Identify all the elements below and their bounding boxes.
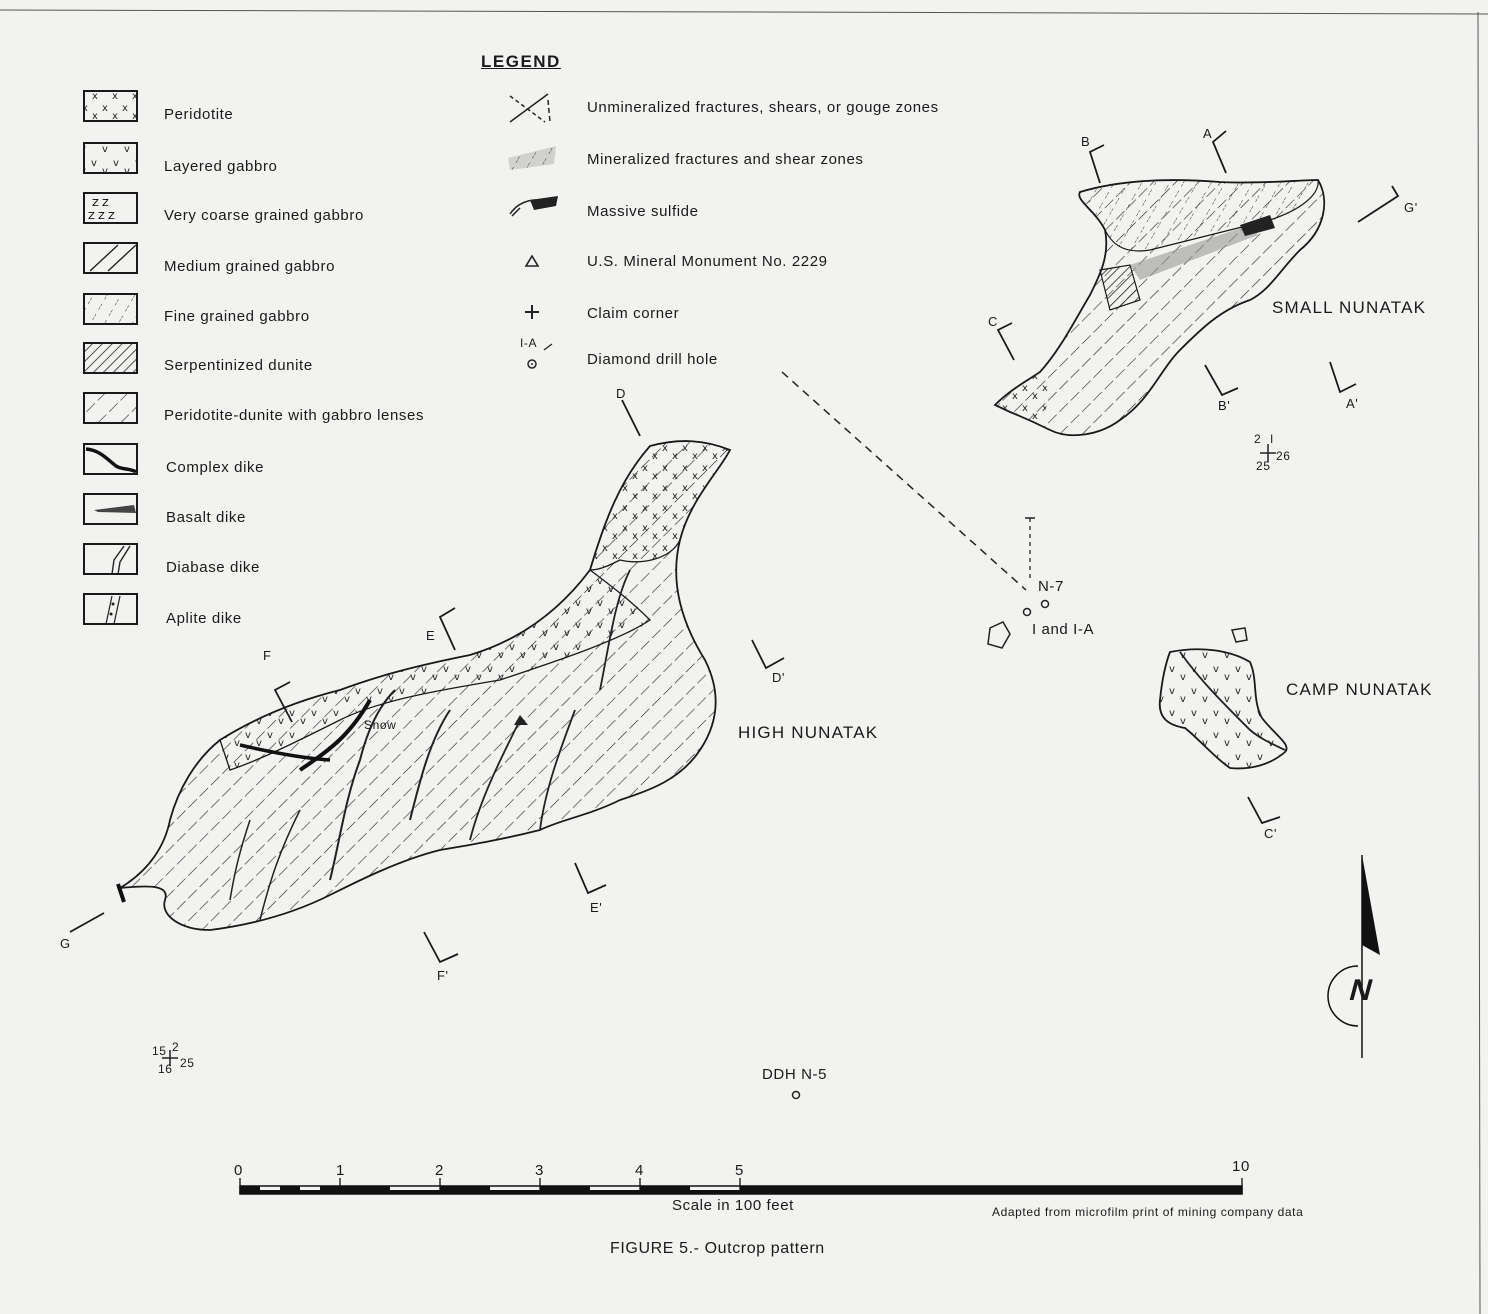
legend-claim-corner: Claim corner [587, 305, 680, 322]
scale-unit-label: Scale in 100 feet [672, 1197, 794, 1214]
legend-layered-gabbro: Layered gabbro [164, 158, 278, 175]
drill-hole-markers [793, 601, 1049, 1099]
section-b-prime-label: B' [1218, 398, 1231, 413]
scale-bar [240, 1178, 1242, 1194]
medium-gabbro-diagonal-icon [84, 243, 137, 273]
camp-nunatak-label: CAMP NUNATAK [1286, 680, 1433, 699]
drill-hole-1-and-1a-label: I and I-A [1032, 621, 1095, 638]
scale-tick-0: 0 [234, 1162, 243, 1179]
legend-diabase-dike: Diabase dike [166, 559, 260, 576]
claim-corner-left-nw: 15 [152, 1044, 167, 1058]
fine-gabbro-stipple-icon [84, 294, 137, 324]
drill-hole-n5-label: DDH N-5 [762, 1066, 828, 1083]
section-d-label: D [616, 386, 626, 401]
svg-text:Z Z: Z Z [92, 198, 109, 209]
section-a-label: A [1203, 126, 1213, 141]
section-g-prime-label: G' [1404, 200, 1418, 215]
claim-corner-small-sw: 25 [1256, 459, 1271, 473]
scale-tick-5: 5 [735, 1162, 744, 1179]
legend-peridotite-dunite: Peridotite-dunite with gabbro lenses [164, 407, 425, 424]
scale-tick-2: 2 [435, 1162, 444, 1179]
massive-sulfide-symbol-icon [510, 196, 558, 216]
legend-unmineralized-fractures: Unmineralized fractures, shears, or gouge zones [587, 99, 939, 116]
legend-peridotite: Peridotite [164, 106, 234, 123]
section-c-label: C [988, 314, 998, 329]
claim-corner-left-ne: 2 [172, 1040, 180, 1054]
scale-tick-4: 4 [635, 1162, 644, 1179]
fracture-symbol-icon [510, 94, 550, 122]
source-credit: Adapted from microfilm print of mining company data [992, 1205, 1304, 1219]
legend-swatches [84, 91, 137, 624]
plus-claim-corner-icon [525, 305, 539, 319]
scale-tick-1: 1 [336, 1162, 345, 1179]
section-f-prime-label: F' [437, 968, 449, 983]
scale-tick-10: 10 [1232, 1158, 1250, 1175]
claim-corner-small-se: 26 [1276, 449, 1291, 463]
mineralized-zone-symbol-icon [508, 146, 556, 170]
legend-title: LEGEND [481, 52, 561, 71]
legend-mineralized-fractures: Mineralized fractures and shear zones [587, 151, 864, 168]
claim-corner-small-ne: I [1270, 432, 1274, 446]
diabase-dike-icon [84, 544, 137, 574]
legend-aplite-dike: Aplite dike [166, 610, 242, 627]
section-d-prime-label: D' [772, 670, 786, 685]
legend-coarse-gabbro: Very coarse grained gabbro [164, 207, 364, 224]
complex-dike-icon [84, 444, 137, 474]
triangle-monument-icon [526, 256, 538, 266]
small-nunatak-label: SMALL NUNATAK [1272, 298, 1427, 317]
layered-gabbro-v-pattern-icon [84, 143, 137, 173]
peridotite-dunite-dash-icon [84, 393, 137, 423]
section-e-prime-label: E' [590, 900, 603, 915]
legend-complex-dike: Complex dike [166, 459, 265, 476]
snow-label: Snow [364, 718, 397, 732]
legend-serpentinized-dunite: Serpentinized dunite [164, 357, 313, 374]
svg-text:Z Z Z: Z Z Z [88, 211, 115, 222]
scale-tick-3: 3 [535, 1162, 544, 1179]
section-g-label: G [60, 936, 71, 951]
legend-medium-gabbro: Medium grained gabbro [164, 258, 336, 275]
high-nunatak-label: HIGH NUNATAK [738, 723, 879, 742]
peridotite-x-pattern-icon [84, 91, 137, 121]
legend-basalt-dike: Basalt dike [166, 509, 246, 526]
section-e-label: E [426, 628, 436, 643]
north-arrow-icon [1328, 855, 1380, 1058]
figure-caption: FIGURE 5.- Outcrop pattern [610, 1240, 825, 1257]
drill-hole-connector [782, 372, 1026, 590]
serpentinized-dunite-hatch-icon [84, 343, 137, 373]
basalt-dike-icon [84, 494, 137, 524]
north-label: N [1345, 974, 1377, 1007]
legend-drill-hole-marker: I-A [520, 336, 538, 350]
section-b-label: B [1081, 134, 1091, 149]
section-f-label: F [263, 648, 272, 663]
claim-corner-left-sw: 16 [158, 1062, 173, 1076]
legend-symbols [508, 94, 558, 368]
legend-fine-gabbro: Fine grained gabbro [164, 308, 310, 325]
claim-corner-small-nw: 2 [1254, 432, 1262, 446]
legend-massive-sulfide: Massive sulfide [587, 203, 699, 220]
coarse-gabbro-z-pattern-icon [84, 193, 137, 223]
legend-mineral-monument: U.S. Mineral Monument No. 2229 [587, 253, 828, 270]
legend-diamond-drill-hole: Diamond drill hole [587, 351, 718, 368]
claim-corner-left-se: 25 [180, 1056, 195, 1070]
section-c-prime-label: C' [1264, 826, 1278, 841]
camp-nunatak-outcrop [988, 622, 1287, 768]
aplite-dike-icon [84, 594, 137, 624]
drill-hole-n7-label: N-7 [1038, 578, 1064, 595]
section-a-prime-label: A' [1346, 396, 1359, 411]
